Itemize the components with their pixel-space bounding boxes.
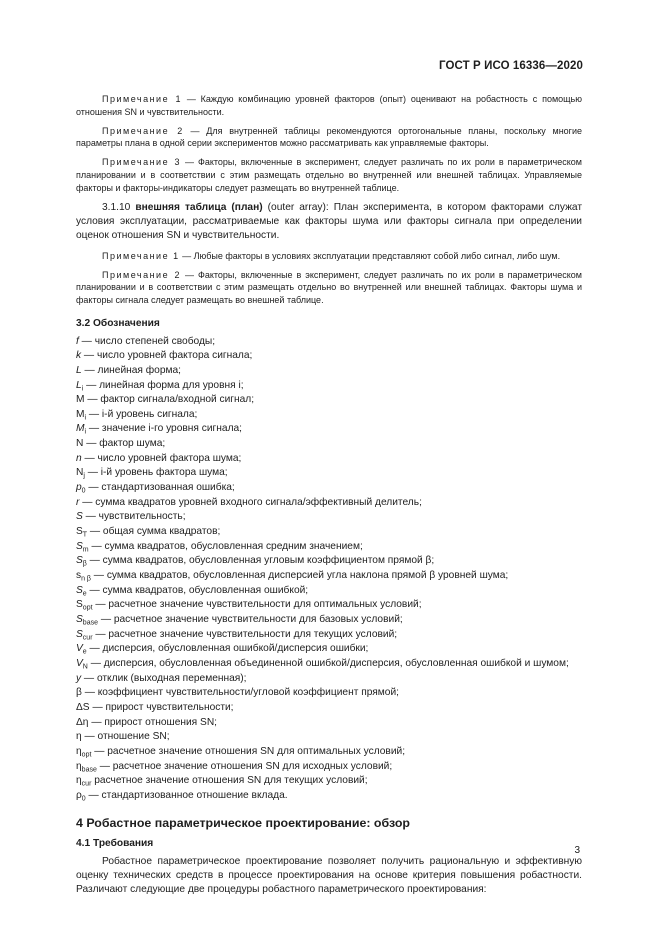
note-label: Примечание 1: [102, 250, 180, 261]
section-heading-3-2: 3.2 Обозначения: [76, 317, 160, 329]
symbol-description: — расчетное значение чувствительности для оптимальных условий;: [92, 599, 422, 611]
symbol: N: [76, 467, 84, 479]
symbol-subscript: i: [84, 428, 87, 436]
symbol-item: [76, 510, 582, 525]
symbol-description: — чувствительность;: [82, 511, 186, 523]
symbol-item: [76, 379, 582, 394]
def-number: 3.1.10: [102, 201, 136, 213]
symbol: η: [76, 745, 82, 757]
symbol-item: [76, 745, 582, 760]
symbol-item: [76, 628, 582, 643]
document-header: ГОСТ Р ИСО 16336—2020: [438, 60, 583, 72]
symbol-description: — значение i-го уровня сигнала;: [86, 423, 243, 435]
symbol: L: [76, 379, 82, 391]
symbol-description: — дисперсия, обусловленная ошибкой/дисперсия ошибки;: [86, 643, 369, 655]
symbol-item: [76, 716, 582, 731]
symbol: L: [76, 364, 82, 376]
symbol-description: — число уровней фактора сигнала;: [81, 350, 253, 362]
note-label: Примечание 3: [102, 157, 182, 168]
symbol-description: — прирост отношения SN;: [88, 716, 218, 728]
note-text: — Каждую комбинацию уровней факторов (опыт) оценивают на робастность с помощью отношения SN и чувствительности.: [76, 94, 582, 117]
symbol-description: — расчетное значение отношения SN для оптимальных условий;: [91, 745, 406, 757]
symbol-item: [76, 393, 582, 408]
note-label: Примечание 1: [102, 94, 182, 104]
symbol-description: — дисперсия, обусловленная объединенной ошибкой/дисперсия, обусловленная ошибкой и шумом;: [87, 657, 569, 669]
symbol-description: — число степеней свободы;: [78, 335, 216, 347]
note-text: — Любые факторы в условиях эксплуатации представляют собой либо сигнал, либо шум.: [179, 250, 561, 261]
symbol: S: [76, 540, 83, 552]
symbol: ρ: [76, 789, 82, 801]
note: [76, 156, 582, 194]
symbol-item: [76, 408, 582, 423]
symbol: s: [76, 570, 82, 582]
symbol-subscript: i: [81, 385, 84, 392]
symbol: V: [76, 657, 83, 669]
symbol-item: [76, 525, 582, 540]
symbol-item: [76, 452, 582, 467]
symbol-item: [76, 554, 582, 569]
symbol-description: — расчетное значение чувствительности для базовых условий;: [97, 614, 403, 625]
symbol-item: [76, 686, 582, 701]
symbol-subscript: base: [81, 766, 97, 774]
paragraph-4-1: Робастное параметрическое проектирование позволяет получить рациональную и эффективную оценку технических средств в процессе проектирования на основе критерия повышения робастности. Различают следующие две процедуры робастного параметрического проектирования:: [76, 855, 582, 895]
symbol: r: [76, 496, 80, 508]
note: [76, 93, 582, 118]
symbol-description: — расчетное значение отношения SN для исходных условий;: [96, 760, 393, 772]
symbol-description: — фактор сигнала/входной сигнал;: [84, 394, 255, 406]
page-number: 3: [574, 845, 580, 856]
symbol-item: [76, 481, 582, 496]
symbol-description: — линейная форма для уровня i;: [83, 379, 244, 391]
symbol-subscript: cur: [82, 634, 93, 642]
note: [76, 250, 582, 263]
notes-block-a: [76, 93, 582, 194]
symbol: η: [76, 775, 82, 787]
symbol: f: [76, 335, 79, 347]
symbol-item: [76, 335, 582, 350]
symbol: S: [76, 526, 83, 538]
symbol-subscript: N: [82, 663, 88, 671]
symbol: ΔS: [76, 701, 90, 713]
symbol-item: [76, 422, 582, 437]
symbol-description: — сумма квадратов, обусловленная средним значением;: [88, 540, 363, 552]
symbol-subscript: m: [82, 546, 89, 554]
note-text: — Факторы, включенные в эксперимент, следует различать по их роли в параметрическом планировании и в соответствии с этим размещать отдельно во внутренней или внешней таблицах. Факторы шума и факторы сигнала следует размещать во внешней таблице.: [76, 269, 582, 305]
symbol-description: — i-й уровень фактора шума;: [84, 467, 228, 479]
def-term: внешняя таблица (план): [135, 201, 263, 213]
symbol: Δη: [76, 716, 89, 728]
symbol: S: [76, 511, 83, 523]
symbol-description: — прирост чувствительности;: [89, 701, 234, 713]
symbol-item: [76, 496, 582, 511]
note-text: — Для внутренней таблицы рекомендуются ортогональные планы, поскольку многие параметры плана в одной серии экспериментов можно рассматривать как управляемые факторы.: [76, 125, 582, 149]
symbol: M: [76, 423, 85, 435]
symbol-subscript: β: [82, 560, 87, 568]
symbol: S: [76, 628, 83, 640]
section-heading-4-1: 4.1 Требования: [76, 837, 154, 849]
symbol-description: — стандартизованная ошибка;: [85, 482, 235, 494]
symbol-item: [76, 437, 582, 452]
symbol-subscript: e: [82, 590, 87, 598]
symbol-item: [76, 364, 582, 379]
symbol-item: [76, 701, 582, 716]
symbol: η: [76, 760, 82, 772]
symbol-item: [76, 466, 582, 481]
symbol-item: [76, 598, 582, 613]
symbol-subscript: 0: [81, 487, 86, 495]
symbol: n: [76, 452, 82, 464]
symbol-item: [76, 642, 582, 657]
note-label: Примечание 2: [102, 125, 184, 136]
symbol-description: — сумма квадратов, обусловленная ошибкой;: [86, 584, 309, 596]
page-content: [76, 93, 582, 897]
symbol-description: расчетное значение отношения SN для текущих условий;: [91, 775, 368, 787]
symbol-item: [76, 584, 582, 599]
symbol-description: — общая сумма квадратов;: [87, 526, 221, 538]
symbol: p: [76, 482, 82, 494]
note-label: Примечание 2: [102, 269, 182, 280]
symbol-description: — сумма квадратов, обусловленная дисперсией угла наклона прямой β уровней шума;: [90, 570, 509, 582]
symbol-description: — стандартизованное отношение вклада.: [85, 789, 288, 801]
symbol-subscript: cur: [81, 780, 92, 788]
symbol: M: [76, 394, 85, 406]
symbol-item: [76, 349, 582, 364]
symbol-item: [76, 789, 582, 804]
symbol-item: [76, 760, 582, 775]
symbol: S: [76, 614, 83, 625]
symbol-description: — расчетное значение чувствительности для текущих условий;: [92, 628, 398, 640]
symbol: S: [76, 599, 83, 611]
symbol: β: [76, 687, 82, 699]
symbol: N: [76, 438, 84, 450]
symbol-subscript: opt: [82, 604, 93, 612]
symbol-item: [76, 569, 582, 584]
symbol-description: — сумма квадратов, обусловленная угловым коэффициентом прямой β;: [86, 555, 435, 567]
symbol-description: — отклик (выходная переменная);: [81, 672, 247, 684]
symbol-item: [76, 774, 582, 789]
symbol: k: [76, 350, 82, 362]
symbol-item: [76, 672, 582, 687]
def-text: (outer array): План эксперимента, в котором факторами служат условия эксплуатации, рассматриваемые как факторы шума или факторы сигнала при определении оценок отношения SN и чувствительности.: [76, 201, 582, 241]
symbol-item: [76, 540, 582, 555]
symbol-subscript: base: [82, 619, 98, 627]
symbol: S: [76, 555, 83, 567]
section-heading-4: 4 Робастное параметрическое проектирование: обзор: [76, 815, 410, 830]
symbol: V: [76, 643, 83, 655]
symbol-description: — сумма квадратов уровней входного сигнала/эффективный делитель;: [79, 496, 422, 508]
note: [76, 269, 582, 307]
notes-block-b: [76, 250, 582, 307]
symbol-item: [76, 613, 582, 628]
symbol-subscript: 0: [81, 795, 86, 803]
symbol: M: [76, 408, 85, 420]
symbol-description: — отношение SN;: [81, 731, 170, 743]
symbol-subscript: T: [82, 531, 88, 539]
symbol-description: — линейная форма;: [81, 364, 181, 376]
symbol-description: — число уровней фактора шума;: [81, 452, 242, 464]
symbol-subscript: i: [84, 414, 87, 422]
symbol: S: [76, 584, 83, 596]
symbol-description: — i-й уровень сигнала;: [86, 408, 198, 420]
definition-3-1-10: [76, 201, 582, 243]
symbols-list: [76, 335, 582, 804]
symbol-subscript: e: [82, 648, 87, 656]
note-text: — Факторы, включенные в эксперимент, следует различать по их роли в параметрическом планировании и в соответствии с этим размещать отдельно во внутренней или внешней таблицах. Управляемые факторы и факторы-индикаторы следует размещать во внутренней таблице.: [76, 157, 582, 193]
symbol-description: — коэффициент чувствительности/угловой коэффициент прямой;: [81, 687, 399, 699]
symbol-item: [76, 657, 582, 672]
note: [76, 125, 582, 150]
symbol-subscript: opt: [81, 751, 92, 759]
symbol-item: [76, 730, 582, 745]
symbol: η: [76, 731, 82, 743]
symbol: y: [76, 672, 82, 684]
symbol-subscript: j: [83, 472, 85, 480]
symbol-description: — фактор шума;: [83, 438, 166, 450]
symbol-subscript: n β: [81, 575, 91, 583]
